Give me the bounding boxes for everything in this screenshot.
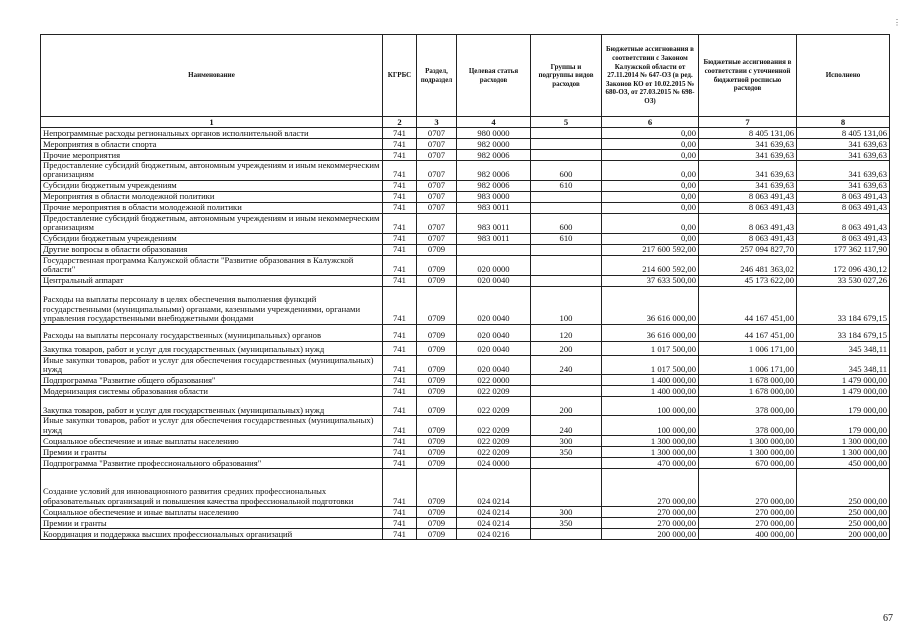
row-law-amount: 214 600 592,00 [602,255,699,275]
row-target: 020 0040 [457,324,531,341]
row-target [457,244,531,255]
row-target: 022 0209 [457,416,531,436]
row-kgrbs: 741 [383,341,417,355]
row-law-amount: 100 000,00 [602,416,699,436]
row-refined-amount: 1 006 171,00 [699,341,797,355]
row-section: 0709 [417,507,457,518]
row-kgrbs: 741 [383,202,417,213]
row-name: Модернизация системы образования области [41,386,383,397]
row-refined-amount: 378 000,00 [699,397,797,416]
row-group [531,469,602,507]
row-name: Непрограммные расходы региональных органов исполнительной власти [41,128,383,139]
row-law-amount: 0,00 [602,128,699,139]
row-executed-amount: 345 348,11 [797,341,890,355]
row-target: 020 0040 [457,275,531,286]
row-name: Субсидии бюджетным учреждениям [41,233,383,244]
row-law-amount: 200 000,00 [602,529,699,540]
row-kgrbs: 741 [383,150,417,161]
row-target: 022 0209 [457,447,531,458]
table-row [41,447,890,458]
row-kgrbs: 741 [383,161,417,181]
row-executed-amount: 200 000,00 [797,529,890,540]
row-refined-amount: 1 300 000,00 [699,447,797,458]
row-law-amount: 1 400 000,00 [602,386,699,397]
row-group: 120 [531,324,602,341]
table-row [41,161,890,181]
row-refined-amount: 1 006 171,00 [699,355,797,375]
row-name: Премии и гранты [41,518,383,529]
row-executed-amount: 341 639,63 [797,180,890,191]
row-kgrbs: 741 [383,233,417,244]
row-refined-amount: 44 167 451,00 [699,286,797,324]
row-name: Подпрограмма "Развитие общего образования" [41,375,383,386]
table-row [41,244,890,255]
row-law-amount: 37 633 500,00 [602,275,699,286]
row-section: 0709 [417,375,457,386]
table-row [41,507,890,518]
column-number: 8 [797,117,890,128]
row-name: Закупка товаров, работ и услуг для государственных (муниципальных) нужд [41,341,383,355]
row-executed-amount: 8 063 491,43 [797,233,890,244]
header-executed: Исполнено [797,35,890,117]
header-target: Целевая статья расходов [457,35,531,117]
row-section: 0709 [417,447,457,458]
row-refined-amount: 8 405 131,06 [699,128,797,139]
row-target: 022 0209 [457,386,531,397]
row-refined-amount: 8 063 491,43 [699,191,797,202]
row-group: 200 [531,397,602,416]
row-target: 024 0214 [457,518,531,529]
row-target: 024 0214 [457,469,531,507]
row-group: 350 [531,447,602,458]
row-target: 983 0011 [457,213,531,233]
row-executed-amount: 8 405 131,06 [797,128,890,139]
row-executed-amount: 33 184 679,15 [797,324,890,341]
row-group: 300 [531,507,602,518]
row-executed-amount: 172 096 430,12 [797,255,890,275]
table-row [41,128,890,139]
row-kgrbs: 741 [383,180,417,191]
header-name: Наименование [41,35,383,117]
row-section: 0709 [417,286,457,324]
table-body [41,128,890,540]
row-executed-amount: 8 063 491,43 [797,213,890,233]
row-name: Премии и гранты [41,447,383,458]
row-executed-amount: 345 348,11 [797,355,890,375]
row-law-amount: 1 400 000,00 [602,375,699,386]
row-kgrbs: 741 [383,518,417,529]
row-law-amount: 36 616 000,00 [602,324,699,341]
row-section: 0707 [417,139,457,150]
row-section: 0709 [417,416,457,436]
row-executed-amount: 341 639,63 [797,139,890,150]
row-section: 0709 [417,275,457,286]
row-law-amount: 270 000,00 [602,469,699,507]
row-group: 240 [531,416,602,436]
row-executed-amount: 179 000,00 [797,416,890,436]
row-kgrbs: 741 [383,355,417,375]
row-refined-amount: 8 063 491,43 [699,213,797,233]
table-row [41,286,890,324]
row-kgrbs: 741 [383,436,417,447]
row-law-amount: 1 300 000,00 [602,436,699,447]
row-refined-amount: 400 000,00 [699,529,797,540]
header-refined: Бюджетные ассигнования в соответствии с уточненной бюджетной росписью расходов [699,35,797,117]
table-row [41,518,890,529]
table-row [41,469,890,507]
table-row [41,202,890,213]
row-section: 0709 [417,355,457,375]
row-refined-amount: 341 639,63 [699,161,797,181]
header-groups: Группы и подгруппы видов расходов [531,35,602,117]
row-law-amount: 1 300 000,00 [602,447,699,458]
row-executed-amount: 250 000,00 [797,507,890,518]
row-executed-amount: 450 000,00 [797,458,890,469]
row-law-amount: 0,00 [602,233,699,244]
row-target: 020 0040 [457,355,531,375]
row-section: 0709 [417,386,457,397]
row-name: Прочие мероприятия в области молодежной политики [41,202,383,213]
row-section: 0707 [417,233,457,244]
row-group: 240 [531,355,602,375]
row-target: 020 0000 [457,255,531,275]
row-refined-amount: 8 063 491,43 [699,233,797,244]
row-law-amount: 470 000,00 [602,458,699,469]
row-group [531,255,602,275]
row-refined-amount: 45 173 622,00 [699,275,797,286]
row-refined-amount: 270 000,00 [699,518,797,529]
row-refined-amount: 270 000,00 [699,469,797,507]
row-kgrbs: 741 [383,324,417,341]
row-group: 350 [531,518,602,529]
row-section: 0707 [417,150,457,161]
row-section: 0709 [417,436,457,447]
row-group [531,202,602,213]
row-executed-amount: 341 639,63 [797,150,890,161]
row-law-amount: 0,00 [602,150,699,161]
row-name: Расходы на выплаты персоналу государственных (муниципальных) органов [41,324,383,341]
row-name: Прочие мероприятия [41,150,383,161]
row-target: 024 0214 [457,507,531,518]
row-refined-amount: 341 639,63 [699,139,797,150]
row-section: 0707 [417,180,457,191]
row-target: 983 0011 [457,233,531,244]
row-name: Предоставление субсидий бюджетным, автономным учреждениям и иным некоммерческим организациям [41,213,383,233]
table-row [41,386,890,397]
row-refined-amount: 270 000,00 [699,507,797,518]
table-row [41,458,890,469]
row-name: Государственная программа Калужской области "Развитие образования в Калужской области" [41,255,383,275]
row-target: 982 0006 [457,180,531,191]
row-kgrbs: 741 [383,244,417,255]
row-section: 0709 [417,244,457,255]
row-executed-amount: 250 000,00 [797,518,890,529]
row-refined-amount: 44 167 451,00 [699,324,797,341]
row-target: 980 0000 [457,128,531,139]
row-law-amount: 1 017 500,00 [602,355,699,375]
row-name: Субсидии бюджетным учреждениям [41,180,383,191]
row-group [531,191,602,202]
row-name: Другие вопросы в области образования [41,244,383,255]
row-refined-amount: 257 094 827,70 [699,244,797,255]
row-target: 983 0000 [457,191,531,202]
row-law-amount: 270 000,00 [602,518,699,529]
column-number: 2 [383,117,417,128]
row-refined-amount: 670 000,00 [699,458,797,469]
row-executed-amount: 179 000,00 [797,397,890,416]
table-row [41,191,890,202]
column-number: 4 [457,117,531,128]
row-law-amount: 0,00 [602,139,699,150]
row-name: Предоставление субсидий бюджетным, автономным учреждениям и иным некоммерческим организациям [41,161,383,181]
row-name: Центральный аппарат [41,275,383,286]
row-group [531,244,602,255]
row-refined-amount: 246 481 363,02 [699,255,797,275]
row-refined-amount: 1 678 000,00 [699,375,797,386]
row-executed-amount: 341 639,63 [797,161,890,181]
row-kgrbs: 741 [383,397,417,416]
row-section: 0707 [417,128,457,139]
table-row [41,416,890,436]
row-executed-amount: 8 063 491,43 [797,191,890,202]
row-refined-amount: 1 300 000,00 [699,436,797,447]
row-target: 022 0000 [457,375,531,386]
row-executed-amount: 8 063 491,43 [797,202,890,213]
row-kgrbs: 741 [383,529,417,540]
row-name: Закупка товаров, работ и услуг для государственных (муниципальных) нужд [41,397,383,416]
column-number-row [41,117,890,128]
row-refined-amount: 1 678 000,00 [699,386,797,397]
row-name: Социальное обеспечение и иные выплаты населению [41,507,383,518]
table-row [41,233,890,244]
row-target: 982 0006 [457,161,531,181]
row-kgrbs: 741 [383,507,417,518]
header-section: Раздел, подраздел [417,35,457,117]
row-executed-amount: 250 000,00 [797,469,890,507]
row-target: 020 0040 [457,341,531,355]
row-target: 982 0000 [457,139,531,150]
header-law: Бюджетные ассигнования в соответствии с Законом Калужской области от 27.11.2014 № 647-ОЗ (в ред. Законов КО от 10.02.2015 № 680-ОЗ, от 27.03.2015 № 698-ОЗ) [602,35,699,117]
row-kgrbs: 741 [383,386,417,397]
row-target: 022 0209 [457,397,531,416]
table-row [41,355,890,375]
column-number: 5 [531,117,602,128]
scan-edge-mark: ⋮ [893,18,901,27]
table-row [41,213,890,233]
row-kgrbs: 741 [383,213,417,233]
row-law-amount: 0,00 [602,213,699,233]
table-row [41,150,890,161]
row-group [531,386,602,397]
column-number: 1 [41,117,383,128]
row-group [531,375,602,386]
row-target: 020 0040 [457,286,531,324]
row-name: Мероприятия в области молодежной политики [41,191,383,202]
row-law-amount: 0,00 [602,161,699,181]
row-name: Иные закупки товаров, работ и услуг для обеспечения государственных (муниципальных) нужд [41,355,383,375]
row-kgrbs: 741 [383,275,417,286]
budget-table-sheet [40,34,889,540]
row-group: 600 [531,213,602,233]
row-refined-amount: 341 639,63 [699,150,797,161]
header-row [41,35,890,117]
row-kgrbs: 741 [383,469,417,507]
row-section: 0709 [417,529,457,540]
row-law-amount: 100 000,00 [602,397,699,416]
page-number: 67 [883,613,893,624]
row-law-amount: 36 616 000,00 [602,286,699,324]
row-law-amount: 0,00 [602,191,699,202]
row-refined-amount: 378 000,00 [699,416,797,436]
column-number: 6 [602,117,699,128]
row-law-amount: 1 017 500,00 [602,341,699,355]
row-executed-amount: 33 530 027,26 [797,275,890,286]
row-group [531,128,602,139]
row-section: 0709 [417,341,457,355]
row-executed-amount: 1 300 000,00 [797,436,890,447]
row-name: Подпрограмма "Развитие профессионального образования" [41,458,383,469]
table-row [41,255,890,275]
row-executed-amount: 33 184 679,15 [797,286,890,324]
row-name: Координация и поддержка высших профессиональных организаций [41,529,383,540]
row-kgrbs: 741 [383,139,417,150]
row-law-amount: 0,00 [602,180,699,191]
row-section: 0709 [417,518,457,529]
row-group: 600 [531,161,602,181]
row-group [531,139,602,150]
row-section: 0709 [417,324,457,341]
row-executed-amount: 1 479 000,00 [797,386,890,397]
table-row [41,529,890,540]
row-kgrbs: 741 [383,255,417,275]
row-section: 0707 [417,191,457,202]
table-row [41,324,890,341]
row-target: 024 0000 [457,458,531,469]
row-law-amount: 217 600 592,00 [602,244,699,255]
row-section: 0709 [417,469,457,507]
row-group: 610 [531,180,602,191]
header-kgrbs: КГРБС [383,35,417,117]
row-section: 0707 [417,213,457,233]
table-row [41,397,890,416]
row-kgrbs: 741 [383,128,417,139]
row-group: 300 [531,436,602,447]
row-name: Иные закупки товаров, работ и услуг для обеспечения государственных (муниципальных) нужд [41,416,383,436]
column-number: 3 [417,117,457,128]
row-kgrbs: 741 [383,286,417,324]
row-name: Социальное обеспечение и иные выплаты населению [41,436,383,447]
row-group [531,150,602,161]
row-kgrbs: 741 [383,447,417,458]
row-section: 0709 [417,255,457,275]
row-kgrbs: 741 [383,416,417,436]
row-section: 0709 [417,458,457,469]
table-row [41,139,890,150]
row-name: Мероприятия в области спорта [41,139,383,150]
row-target: 983 0011 [457,202,531,213]
row-section: 0707 [417,202,457,213]
row-section: 0709 [417,397,457,416]
row-kgrbs: 741 [383,375,417,386]
row-section: 0707 [417,161,457,181]
row-refined-amount: 8 063 491,43 [699,202,797,213]
row-name: Расходы на выплаты персоналу в целях обеспечения выполнения функций государственными (муниципальными) органами, казенными учреждениями, органами управления государственными внебюджетными фондами [41,286,383,324]
row-group: 610 [531,233,602,244]
row-refined-amount: 341 639,63 [699,180,797,191]
table-row [41,341,890,355]
row-name: Создание условий для инновационного развития средних профессиональных образовательных организаций и повышения качества профессиональной подготовки [41,469,383,507]
row-law-amount: 0,00 [602,202,699,213]
row-kgrbs: 741 [383,191,417,202]
row-group [531,275,602,286]
row-target: 022 0209 [457,436,531,447]
row-kgrbs: 741 [383,458,417,469]
column-number: 7 [699,117,797,128]
budget-table [40,34,890,540]
row-group: 100 [531,286,602,324]
row-executed-amount: 1 479 000,00 [797,375,890,386]
table-row [41,180,890,191]
row-executed-amount: 1 300 000,00 [797,447,890,458]
table-row [41,436,890,447]
row-group: 200 [531,341,602,355]
row-group [531,529,602,540]
row-target: 982 0006 [457,150,531,161]
table-row [41,375,890,386]
row-law-amount: 270 000,00 [602,507,699,518]
row-target: 024 0216 [457,529,531,540]
row-group [531,458,602,469]
row-executed-amount: 177 362 117,90 [797,244,890,255]
table-row [41,275,890,286]
